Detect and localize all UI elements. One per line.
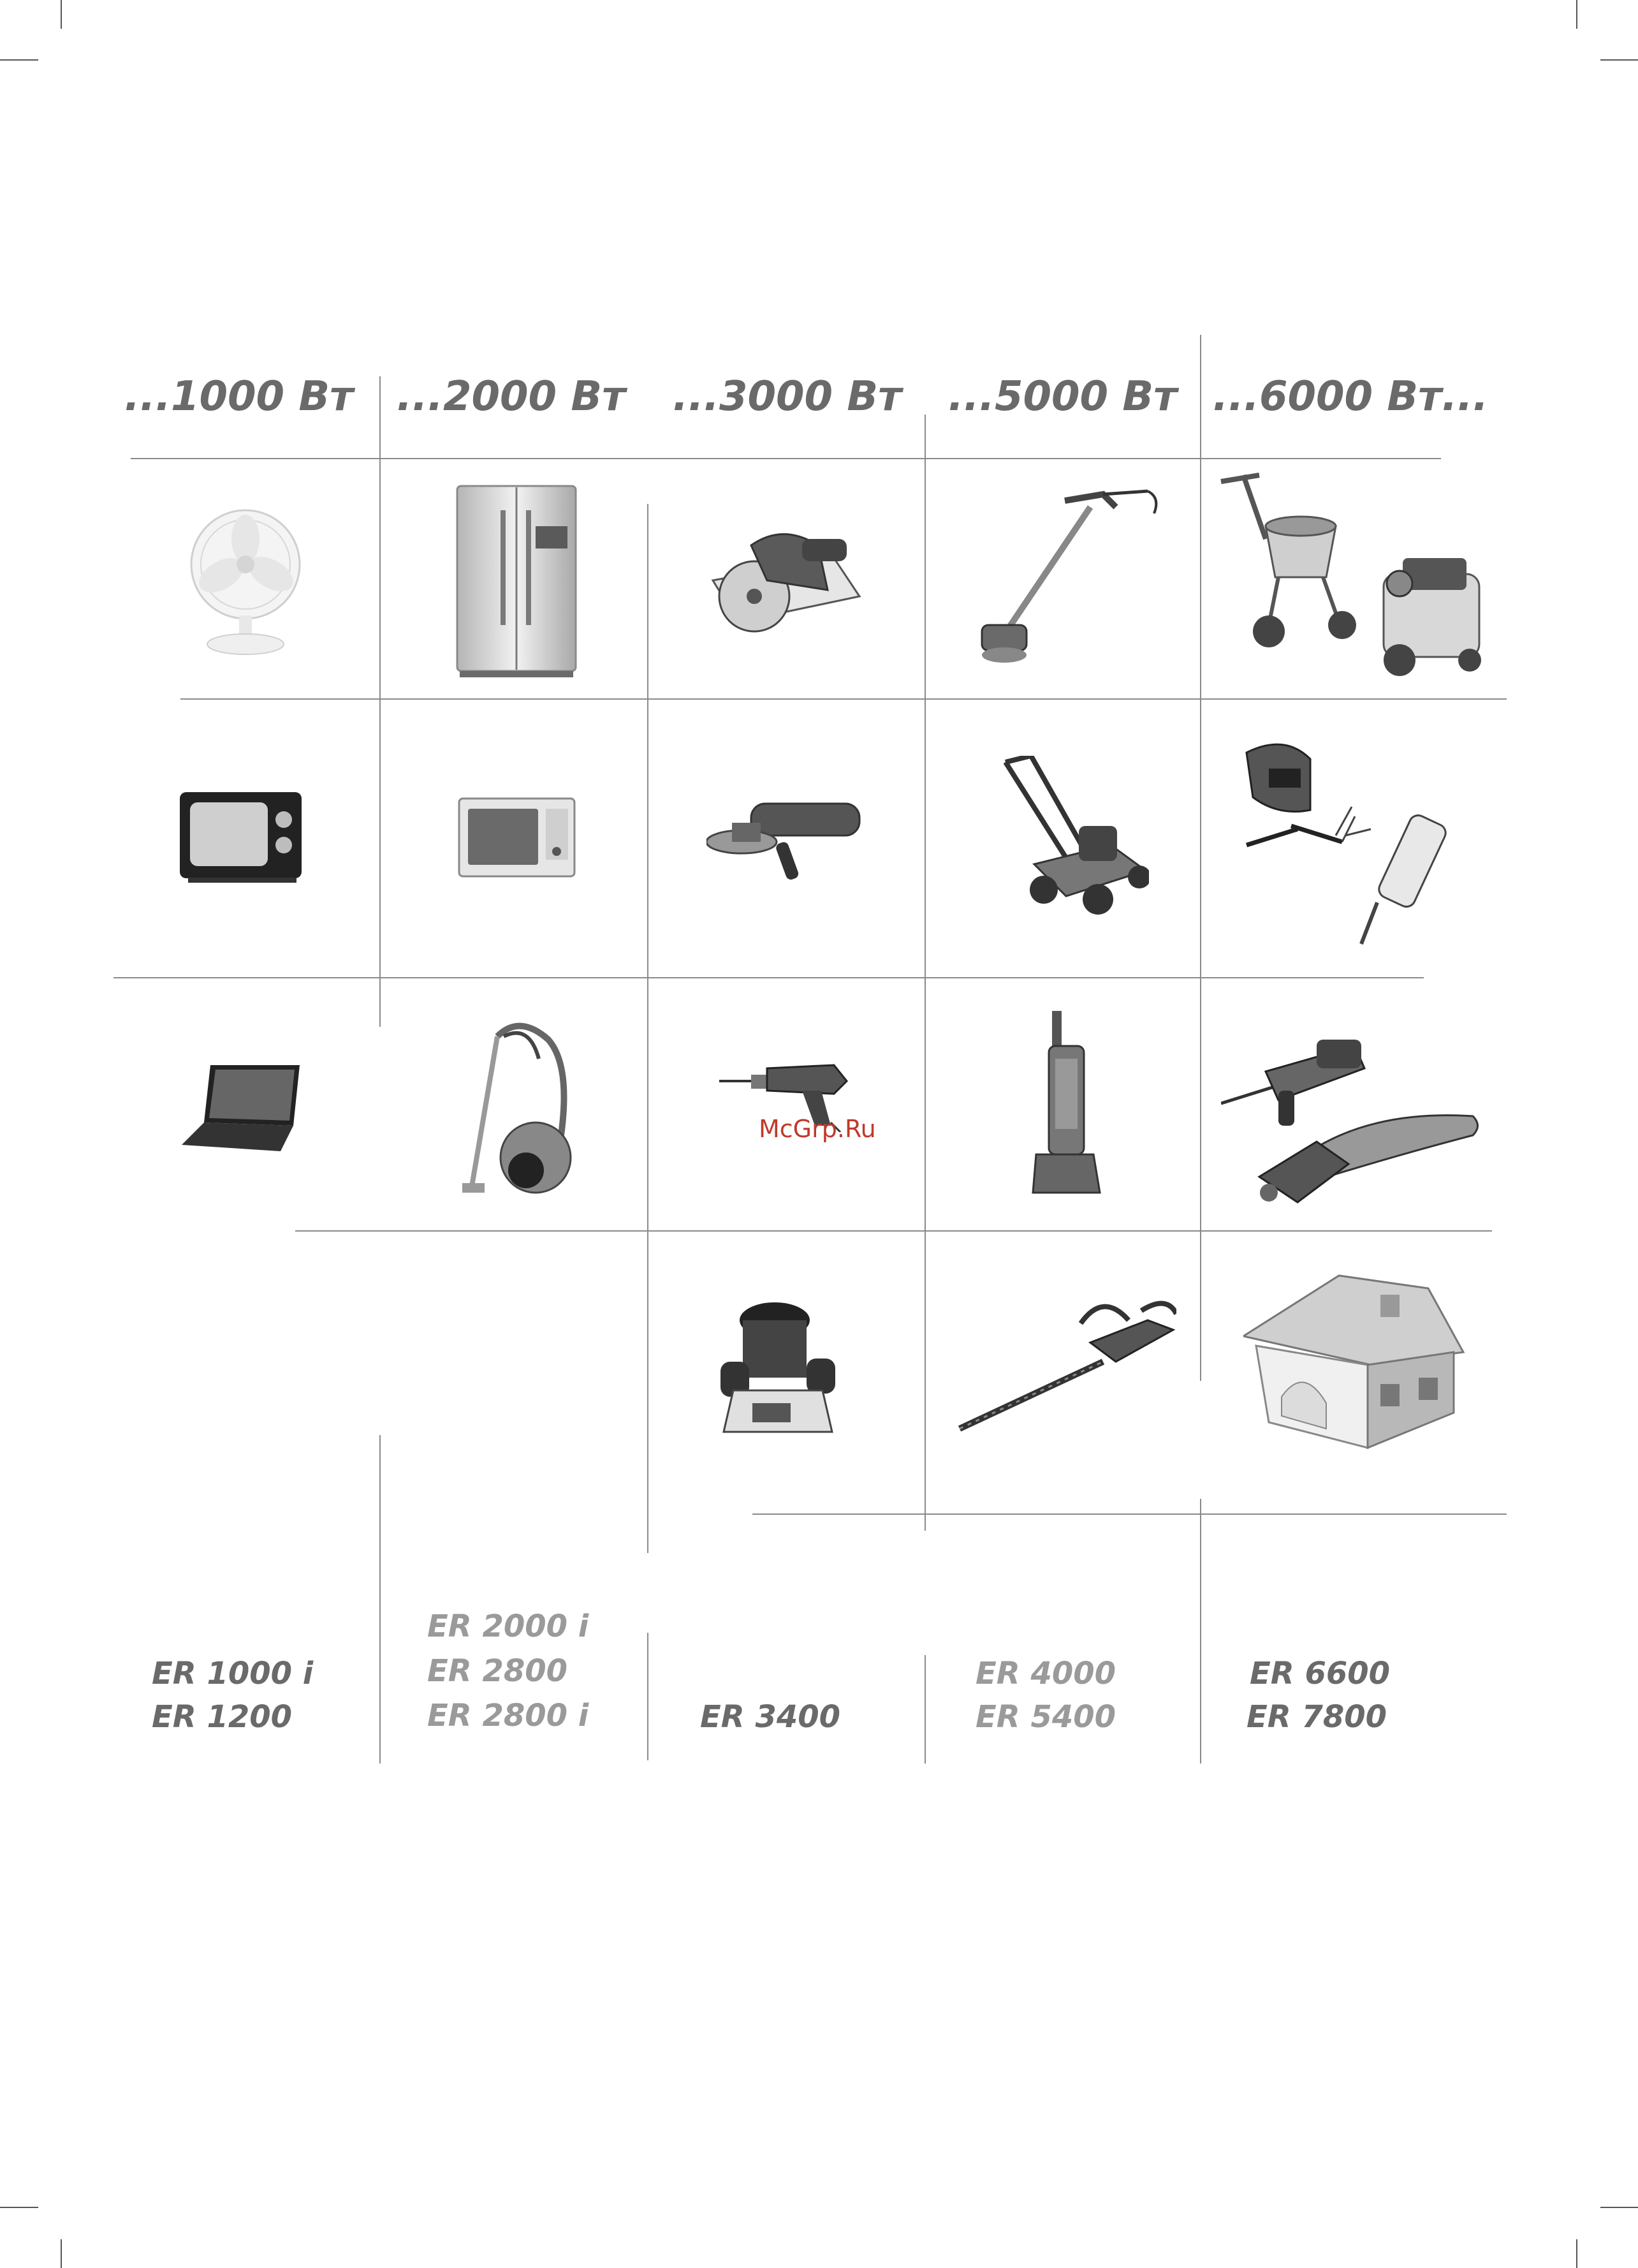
angle-grinder-icon xyxy=(706,794,866,883)
grid-line xyxy=(1200,335,1201,1381)
model-label: ER 6600 xyxy=(1250,1656,1391,1691)
crop-mark xyxy=(1600,2207,1638,2208)
grid-line xyxy=(647,1633,648,1760)
grid-line xyxy=(379,376,381,1027)
power-header-2000: ...2000 Вт xyxy=(397,373,626,420)
vacuum-cleaner-icon xyxy=(459,1020,574,1199)
grid-line xyxy=(925,1655,926,1764)
lawn-mower-icon xyxy=(996,756,1149,922)
crop-mark xyxy=(1576,2239,1577,2268)
house-icon xyxy=(1243,1269,1470,1451)
model-label: ER 5400 xyxy=(976,1699,1116,1735)
power-header-1000: ...1000 Вт xyxy=(124,373,354,420)
circular-saw-icon xyxy=(706,520,866,654)
crop-mark xyxy=(0,2207,38,2208)
model-label: ER 2800 i xyxy=(427,1698,589,1734)
model-label: ER 3400 xyxy=(700,1699,841,1735)
grid-line xyxy=(925,415,926,1531)
laptop-icon xyxy=(179,1062,306,1154)
model-label: ER 2800 xyxy=(427,1653,568,1689)
hedge-trimmer-icon xyxy=(956,1292,1176,1435)
model-label: ER 1200 xyxy=(152,1699,293,1735)
grid-line xyxy=(379,1435,381,1764)
hammer-chainsaw-icon xyxy=(1221,1027,1479,1212)
microwave-icon xyxy=(458,797,576,880)
tv-icon xyxy=(179,791,303,883)
refrigerator-icon xyxy=(456,485,577,679)
welding-icon xyxy=(1240,740,1463,950)
upright-vacuum-icon xyxy=(1030,1011,1106,1202)
grid-line xyxy=(113,977,1424,978)
grid-line xyxy=(295,1230,1492,1232)
watermark: McGrp.Ru xyxy=(759,1115,876,1143)
power-header-6000: ...6000 Вт... xyxy=(1213,373,1489,420)
power-header-5000: ...5000 Вт xyxy=(948,373,1178,420)
crop-mark xyxy=(1576,0,1577,29)
router-icon xyxy=(720,1301,848,1435)
model-label: ER 2000 i xyxy=(427,1609,589,1644)
crop-mark xyxy=(1600,59,1638,61)
model-label: ER 7800 xyxy=(1247,1699,1387,1735)
model-label: ER 1000 i xyxy=(152,1656,314,1691)
grid-line xyxy=(1200,1499,1201,1764)
crop-mark xyxy=(61,0,62,29)
crop-mark xyxy=(0,59,38,61)
string-trimmer-icon xyxy=(969,488,1160,679)
model-label: ER 4000 xyxy=(976,1656,1116,1691)
desk-fan-icon xyxy=(182,504,309,657)
grid-line xyxy=(752,1513,1507,1515)
spreader-compressor-icon xyxy=(1208,469,1492,689)
grid-line xyxy=(131,458,1441,459)
grid-line xyxy=(180,698,1507,700)
grid-line xyxy=(647,504,648,1553)
crop-mark xyxy=(61,2239,62,2268)
power-header-3000: ...3000 Вт xyxy=(673,373,902,420)
